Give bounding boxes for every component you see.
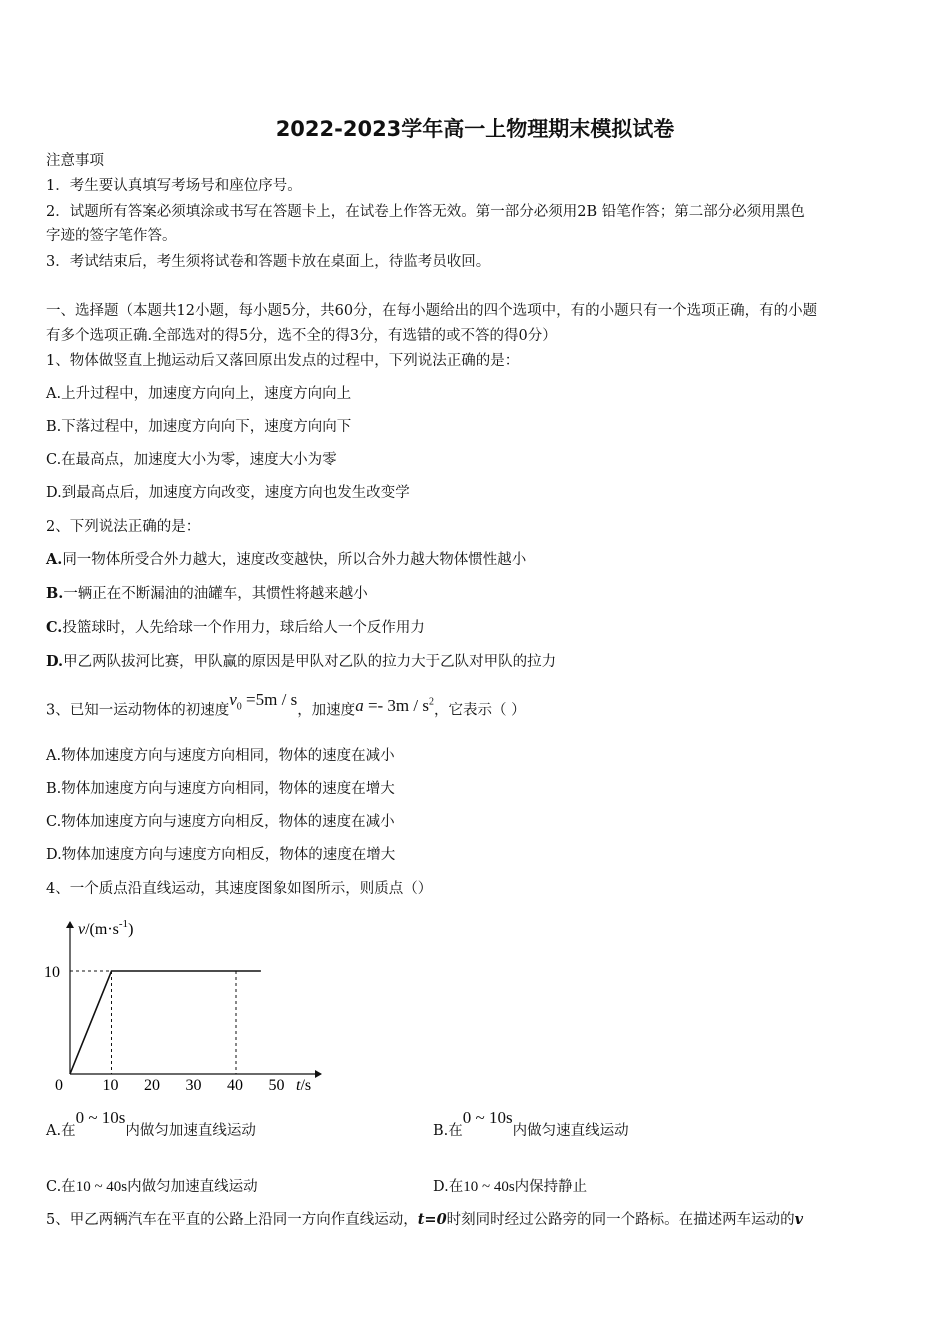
q3-a-symbol: a <box>355 695 364 715</box>
x-axis-label-t: t <box>296 1077 301 1094</box>
q4-option-c-range: 10 ~ 40s <box>75 1179 128 1195</box>
y-tick-label: 10 <box>44 964 60 981</box>
q3-initial-velocity <box>229 689 298 713</box>
q3-a-value: =- 3m / s <box>367 695 429 715</box>
y-axis-label-v: v <box>78 921 86 938</box>
q2-option-b-text: 一辆正在不断漏油的油罐车，其惯性将越来越小 <box>63 586 368 602</box>
q3-option-d: D.物体加速度方向与速度方向相反，物体的速度在增大 <box>46 847 396 863</box>
q3-option-b: B.物体加速度方向与速度方向相同，物体的速度在增大 <box>46 781 395 797</box>
q2-option-c-letter: C. <box>46 619 63 636</box>
q4-option-a <box>46 1108 256 1141</box>
q2-option-b <box>46 584 368 604</box>
q2-option-d-letter: D. <box>46 653 64 670</box>
section-heading-line2: 有多个选项正确.全部选对的得5分，选不全的得3分，有选错的或不答的得0分） <box>46 328 557 344</box>
q2-option-a <box>46 550 526 570</box>
q4-option-b <box>433 1108 629 1141</box>
q5-text: 5、甲乙两辆汽车在平直的公路上沿同一方向作直线运动， <box>46 1212 418 1228</box>
q2-option-d <box>46 652 556 672</box>
q2-stem: 2、下列说法正确的是： <box>46 519 201 535</box>
q3-v-subscript: 0 <box>236 701 242 713</box>
q1-option-a: A.上升过程中，加速度方向向上，速度方向向上 <box>46 386 352 402</box>
notice-item-2: 2．试题所有答案必须填涂或书写在答题卡上，在试卷上作答无效。第一部分必须用2B 铅笔作答；第二部分必须用黑色 <box>46 204 805 220</box>
q3-suffix: ，它表示（ ） <box>434 702 526 719</box>
q4-stem: 4、一个质点沿直线运动，其速度图象如图所示，则质点（） <box>46 881 433 897</box>
x-tick-label-50: 50 <box>268 1077 285 1094</box>
page-title: 2022-2023学年高一上物理期末模拟试卷 <box>275 117 675 141</box>
q4-option-b-pre: B.在 <box>433 1123 463 1139</box>
q5-v: v <box>794 1211 804 1228</box>
y-axis-label-close: ) <box>128 921 134 938</box>
notice-item-1: 1．考生要认真填写考场号和座位序号。 <box>46 178 302 194</box>
q4-option-d-pre: D.在 <box>433 1179 464 1195</box>
q3-v-symbol: v <box>229 689 237 709</box>
q3-acceleration <box>355 696 434 715</box>
notice-heading: 注意事项 <box>46 153 104 169</box>
q2-option-b-letter: B. <box>46 585 64 602</box>
q1-option-c: C.在最高点，加速度大小为零，速度大小为零 <box>46 452 337 468</box>
q2-option-c <box>46 618 425 638</box>
q5-stem <box>46 1210 803 1230</box>
x-axis-label <box>296 1077 311 1094</box>
q4-option-b-post: 内做匀速直线运动 <box>512 1123 629 1139</box>
q4-option-d-post: 内保持静止 <box>514 1179 588 1195</box>
q4-option-a-range: 0 ~ 10s <box>75 1108 126 1127</box>
q3-v-value: =5m / s <box>246 689 298 709</box>
q3-option-a: A.物体加速度方向与速度方向相同，物体的速度在减小 <box>46 748 395 764</box>
q4-option-c <box>46 1177 258 1197</box>
q3-prefix: 3、已知一运动物体的初速度 <box>46 702 230 719</box>
q2-option-d-text: 甲乙两队拔河比赛，甲队赢的原因是甲队对乙队的拉力大于乙队对甲队的拉力 <box>63 654 557 670</box>
q4-option-d <box>433 1177 587 1197</box>
x-axis-label-unit: /s <box>300 1077 312 1094</box>
y-axis-label <box>78 918 133 938</box>
notice-item-3: 3．考试结束后，考生须将试卷和答题卡放在桌面上，待监考员收回。 <box>46 254 491 270</box>
q2-option-c-text: 投篮球时，人先给球一个作用力，球后给人一个反作用力 <box>62 620 425 636</box>
q1-option-b: B.下落过程中，加速度方向向下，速度方向向下 <box>46 419 352 435</box>
q2-option-a-text: 同一物体所受合外力越大，速度改变越快，所以合外力越大物体惯性越小 <box>62 552 527 568</box>
q2-option-a-letter: A. <box>46 551 63 568</box>
q3-mid: ，加速度 <box>297 702 356 719</box>
q1-stem: 1、物体做竖直上抛运动后又落回原出发点的过程中，下列说法正确的是： <box>46 353 520 369</box>
q3-stem <box>46 689 526 727</box>
q5-text2: 时刻同时经过公路旁的同一个路标。在描述两车运动的 <box>446 1212 795 1228</box>
x-tick-label-0: 0 <box>55 1077 63 1094</box>
x-tick-label-10: 10 <box>102 1077 119 1094</box>
q4-option-c-post: 内做匀加速直线运动 <box>127 1179 258 1195</box>
notice-item-2-cont: 字迹的签字笔作答。 <box>46 228 177 244</box>
x-tick-label-40: 40 <box>227 1077 243 1094</box>
q4-option-c-pre: C.在 <box>46 1179 76 1195</box>
velocity-series-line <box>70 971 261 1074</box>
y-axis-label-unit: /(m·s <box>85 921 119 938</box>
x-tick-label-20: 20 <box>144 1077 160 1094</box>
section-heading-line1: 一、选择题（本题共12小题，每小题5分，共60分，在每小题给出的四个选项中，有的小题只有一个选项正确，有的小题 <box>46 303 818 319</box>
x-tick-label-30: 30 <box>185 1077 202 1094</box>
q4-option-d-range: 10 ~ 40s <box>463 1179 515 1195</box>
q5-t0: t=0 <box>417 1211 447 1228</box>
q4-option-a-pre: A.在 <box>46 1123 76 1139</box>
velocity-time-graph <box>38 910 328 1100</box>
y-axis-label-exp: -1 <box>118 918 129 930</box>
q3-a-exponent: 2 <box>429 696 434 707</box>
q3-option-c: C.物体加速度方向与速度方向相反，物体的速度在减小 <box>46 814 395 830</box>
q4-option-b-range: 0 ~ 10s <box>462 1108 513 1127</box>
q4-option-a-post: 内做匀加速直线运动 <box>125 1123 256 1139</box>
q1-option-d: D.到最高点后，加速度方向改变，速度方向也发生改变学 <box>46 485 410 501</box>
